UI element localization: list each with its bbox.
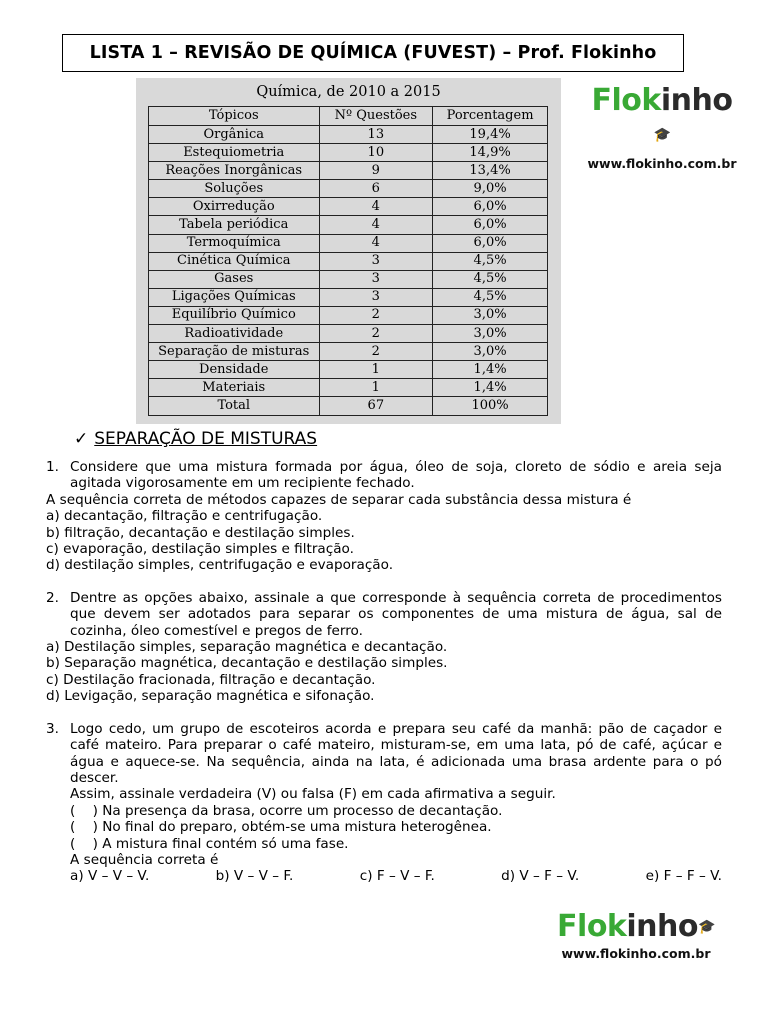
count-cell: 2: [319, 325, 433, 343]
topic-cell: Reações Inorgânicas: [149, 162, 320, 180]
percent-cell: 6,0%: [433, 234, 548, 252]
question-prompt: A sequência correta de métodos capazes de separar cada substância dessa mistura é: [46, 491, 632, 508]
table-row: [149, 162, 548, 180]
question-prompt: A sequência correta é: [70, 851, 219, 868]
question-stem: Logo cedo, um grupo de escoteiros acorda e prepara seu café da manhã: pão de caçador e café mateiro. Para preparar o café mateiro, misturam-se, em uma lata, pó de café, açúcar e água e aquece-se. Na sequência, ainda na lata, é adicionada uma brasa ardente para o pó descer.: [70, 720, 722, 786]
page-title: LISTA 1 – REVISÃO DE QUÍMICA (FUVEST) – Prof. Flokinho: [89, 43, 657, 63]
option: b) filtração, decantação e destilação simples.: [46, 524, 355, 541]
column-header: Nº Questões: [319, 107, 433, 126]
question-number: 2.: [46, 589, 59, 606]
topic-cell: Orgânica: [149, 126, 320, 144]
flokinho-logo-top: [584, 84, 740, 171]
table-row: [149, 361, 548, 379]
table-row: [149, 180, 548, 198]
question-number: 1.: [46, 459, 59, 475]
answer-option: a) V – V – V.: [70, 868, 150, 885]
option: d) Levigação, separação magnética e sifonação.: [46, 688, 375, 705]
percent-cell: 4,5%: [433, 252, 548, 270]
percent-cell: 3,0%: [433, 343, 548, 361]
table-header-row: [149, 107, 548, 126]
topic-cell: Total: [149, 397, 320, 415]
topic-cell: Termoquímica: [149, 234, 320, 252]
percent-cell: 100%: [433, 397, 548, 415]
topics-table: [148, 106, 548, 416]
section-heading: [74, 429, 317, 449]
topic-cell: Equilíbrio Químico: [149, 306, 320, 324]
table-row: [149, 270, 548, 288]
answer-option: d) V – F – V.: [501, 868, 580, 885]
column-header: Tópicos: [149, 107, 320, 126]
percent-cell: 4,5%: [433, 270, 548, 288]
percent-cell: 19,4%: [433, 126, 548, 144]
count-cell: 9: [319, 162, 433, 180]
table-row: [149, 126, 548, 144]
percent-cell: 3,0%: [433, 306, 548, 324]
website-url: www.flokinho.com.br: [587, 156, 737, 171]
answer-option: c) F – V – F.: [359, 868, 435, 885]
count-cell: 2: [319, 343, 433, 361]
percent-cell: 1,4%: [433, 379, 548, 397]
count-cell: 1: [319, 379, 433, 397]
topic-cell: Tabela periódica: [149, 216, 320, 234]
count-cell: 67: [319, 397, 433, 415]
graduation-cap-icon: 🎓: [698, 919, 715, 935]
table-row: [149, 216, 548, 234]
topic-cell: Radioatividade: [149, 325, 320, 343]
table-row: [149, 397, 548, 415]
questions-content: [46, 459, 722, 901]
option: d) destilação simples, centrifugação e evaporação.: [46, 557, 394, 574]
topic-cell: Densidade: [149, 361, 320, 379]
count-cell: 2: [319, 306, 433, 324]
count-cell: 4: [319, 234, 433, 252]
topic-cell: Separação de misturas: [149, 343, 320, 361]
percent-cell: 9,0%: [433, 180, 548, 198]
answer-option: e) F – F – V.: [645, 868, 722, 885]
question-number: 3.: [46, 720, 59, 737]
topic-cell: Soluções: [149, 180, 320, 198]
table-row: [149, 306, 548, 324]
graduation-cap-icon: 🎓: [653, 127, 671, 143]
question-instruction: Assim, assinale verdadeira (V) ou falsa (F) em cada afirmativa a seguir.: [70, 786, 556, 803]
option: c) Destilação fracionada, filtração e decantação.: [46, 671, 376, 688]
page-title-box: [62, 34, 684, 72]
count-cell: 4: [319, 216, 433, 234]
topic-cell: Gases: [149, 270, 320, 288]
topic-cell: Cinética Química: [149, 252, 320, 270]
table-row: [149, 252, 548, 270]
table-row: [149, 144, 548, 162]
answer-option: b) V – V – F.: [215, 868, 294, 885]
count-cell: 10: [319, 144, 433, 162]
question-stem: Considere que uma mistura formada por água, óleo de soja, cloreto de sódio e areia seja agitada vigorosamente em um recipiente fechado.: [70, 459, 722, 492]
topic-cell: Materiais: [149, 379, 320, 397]
percent-cell: 1,4%: [433, 361, 548, 379]
option: a) Destilação simples, separação magnética e decantação.: [46, 639, 448, 656]
table-row: [149, 234, 548, 252]
table-row: [149, 325, 548, 343]
statistics-table-image: [136, 78, 561, 424]
answer-choices: [46, 868, 722, 884]
topic-cell: Ligações Químicas: [149, 288, 320, 306]
count-cell: 4: [319, 198, 433, 216]
question-stem: Dentre as opções abaixo, assinale a que corresponde à sequência correta de procedimentos que devem ser adotados para separar os componentes de uma mistura de água, sal de cozinha, óleo comestível e pregos de ferro.: [70, 589, 722, 639]
topic-cell: Oxirredução: [149, 198, 320, 216]
checkmark-icon: ✓: [74, 429, 89, 449]
percent-cell: 6,0%: [433, 198, 548, 216]
percent-cell: 6,0%: [433, 216, 548, 234]
brand-logo: Flokinho🎓: [557, 909, 715, 944]
website-url: www.flokinho.com.br: [561, 946, 711, 961]
table-row: [149, 288, 548, 306]
percent-cell: 4,5%: [433, 288, 548, 306]
option: c) evaporação, destilação simples e filtração.: [46, 541, 354, 558]
count-cell: 6: [319, 180, 433, 198]
count-cell: 13: [319, 126, 433, 144]
question-3: [46, 721, 722, 885]
statement: ( ) A mistura final contém só uma fase.: [70, 835, 349, 852]
count-cell: 1: [319, 361, 433, 379]
statement: ( ) No final do preparo, obtém-se uma mistura heterogênea.: [70, 819, 492, 836]
flokinho-logo-bottom: [556, 910, 716, 961]
section-label: SEPARAÇÃO DE MISTURAS: [94, 429, 318, 449]
table-row: [149, 198, 548, 216]
count-cell: 3: [319, 288, 433, 306]
option: b) Separação magnética, decantação e destilação simples.: [46, 655, 448, 672]
percent-cell: 13,4%: [433, 162, 548, 180]
option: a) decantação, filtração e centrifugação.: [46, 508, 323, 525]
column-header: Porcentagem: [433, 107, 548, 126]
table-row: [149, 379, 548, 397]
percent-cell: 14,9%: [433, 144, 548, 162]
brand-logo: Flokinho🎓: [591, 83, 733, 143]
count-cell: 3: [319, 270, 433, 288]
topic-cell: Estequiometria: [149, 144, 320, 162]
table-caption: Química, de 2010 a 2015: [256, 84, 441, 100]
table-row: [149, 343, 548, 361]
percent-cell: 3,0%: [433, 325, 548, 343]
statement: ( ) Na presença da brasa, ocorre um processo de decantação.: [70, 802, 503, 819]
question-1: [46, 459, 722, 574]
question-2: [46, 590, 722, 705]
count-cell: 3: [319, 252, 433, 270]
